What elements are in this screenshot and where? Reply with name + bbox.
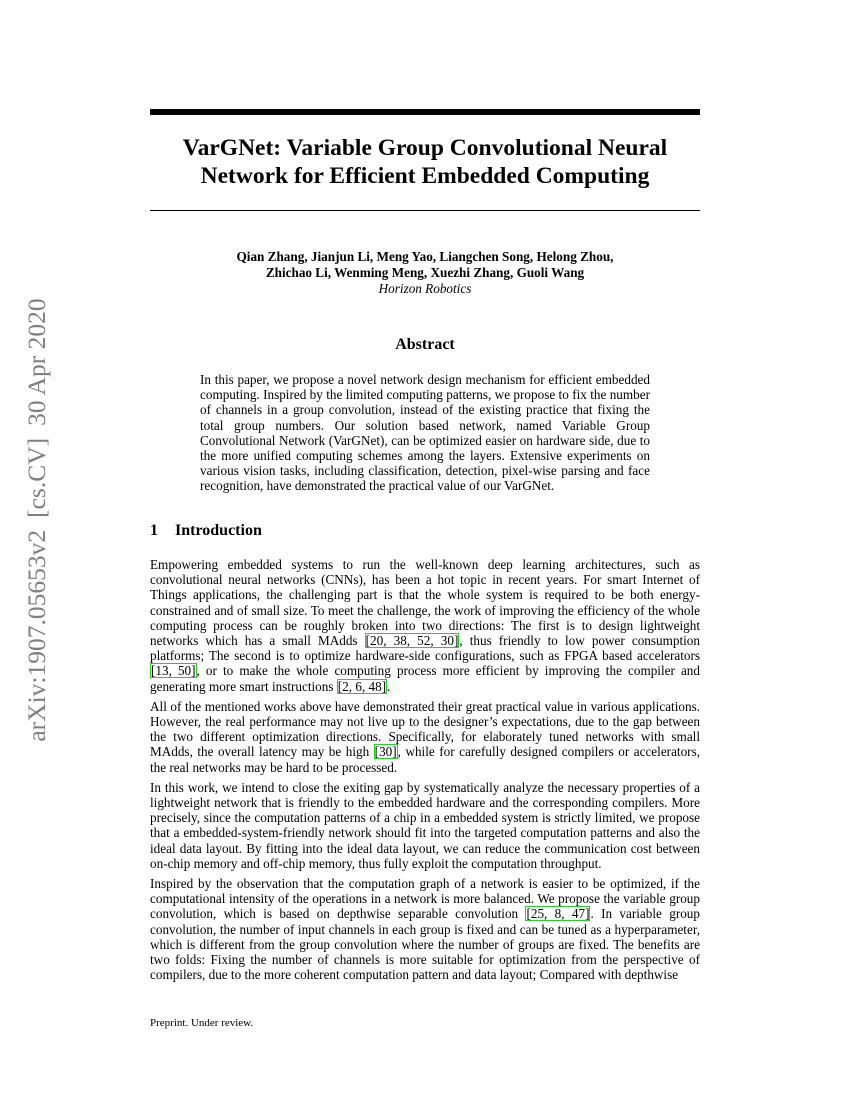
title-line-2: Network for Efficient Embedded Computing [200, 163, 650, 189]
arxiv-date: 30 Apr 2020 [22, 298, 51, 426]
p2-text-b: , while for carefully designed compilers or accelerators, the real networks may be hard to be processed. [150, 744, 701, 775]
p1-text-d: . [387, 678, 391, 694]
p1-text-a: Empowering embedded systems to run the well-known deep learning architectures, such as convolutional neural networks (CNNs), has been a hot topic in recent years. For smart Internet of Things applications, the challenging part is that the whole system is required to be both energy-constrained and of small size. To meet the challenge, the work of improving the efficiency of the whole computing process can be roughly broken into two directions: The first is to design lightweight networks which has a small MAdds [150, 557, 700, 649]
citation-link[interactable]: [25, 8, 47] [526, 906, 590, 922]
section-heading [150, 522, 262, 540]
arxiv-category: [cs.CV] [22, 437, 51, 518]
p1-text-c: , or to make the whole computing process more efficient by improving the compiler and generating more smart instructions [150, 663, 700, 694]
p4-text-a: Inspired by the observation that the computation graph of a network is easier to be optimized, if the computational intensity of the operations in a network is more balanced. We propose the variable group convolution, which is based on depthwise separable convolution [150, 876, 700, 922]
abstract-text: In this paper, we propose a novel network design mechanism for efficient embedded computing. Inspired by the limited computing patterns, we propose to fix the number of channels in a group convolution, instead of the existing practice that fixing the total group numbers. Our solution based network, named Variable Group Convolutional Network (VarGNet), can be optimized easier on hardware side, due to the more unified computing schemes among the layers. Extensive experiments on various vision tasks, including classification, detection, pixel-wise parsing and face recognition, have demonstrated the practical value of our VarGNet. [200, 372, 650, 494]
author-block [150, 249, 700, 297]
citation-link[interactable]: [30] [374, 744, 397, 760]
arxiv-side-stamp [17, 280, 57, 760]
title-line-1: VarGNet: Variable Group Convolutional Neural [182, 135, 668, 161]
section-title: Introduction [175, 522, 262, 539]
affiliation: Horizon Robotics [378, 281, 472, 296]
title-bottom-rule [150, 210, 700, 211]
paper-title [150, 134, 700, 190]
p1-text-b: , thus friendly to low power consumption platforms; The second is to optimize hardware-side configurations, such as FPGA based accelerators [150, 633, 700, 664]
paragraph-3: In this work, we intend to close the exiting gap by systematically analyze the necessary properties of a lightweight network that is friendly to the embedded hardware and the corresponding compilers. More precisely, since the computation patterns of a chip in a embedded system is strictly limited, we propose that a embedded-system-friendly network should fit into the targeted computation patterns and also the ideal data layout. By fitting into the ideal data layout, we can reduce the communication cost between on-chip memory and off-chip memory, thus fully exploit the computation throughput. [150, 779, 700, 871]
paragraph-4 [150, 876, 700, 982]
paragraph-1 [150, 557, 700, 694]
citation-link[interactable]: [20, 38, 52, 30] [365, 633, 459, 649]
paragraph-2 [150, 699, 700, 775]
arxiv-id: arXiv:1907.05653v2 [22, 529, 51, 742]
abstract-heading: Abstract [395, 336, 455, 353]
introduction-body [150, 557, 700, 987]
p2-text-a: All of the mentioned works above have demonstrated their great practical value in various applications. However, the real performance may not live up to the designer’s expectations, due to the gap between the two different optimization directions. Specifically, for elaborately tuned networks with small MAdds, the overall latency may be high [150, 698, 700, 760]
citation-link[interactable]: [2, 6, 48] [337, 678, 387, 694]
authors-line-1: Qian Zhang, Jianjun Li, Meng Yao, Liangchen Song, Helong Zhou, [236, 249, 614, 264]
title-top-rule [150, 109, 700, 115]
p4-text-b: . In variable group convolution, the number of input channels in each group is fixed and can be tuned as a hyperparameter, which is different from the group convolution where the number of groups are fixed. The benefits are two folds: Fixing the number of channels is more suitable for optimization from the perspective of compilers, due to the more coherent computation pattern and data layout; Compared with depthwise [150, 906, 700, 983]
citation-link[interactable]: [13, 50] [151, 663, 196, 679]
section-number: 1 [150, 522, 158, 539]
authors-line-2: Zhichao Li, Wenming Meng, Xuezhi Zhang, Guoli Wang [265, 265, 585, 280]
preprint-footer: Preprint. Under review. [150, 1017, 254, 1029]
